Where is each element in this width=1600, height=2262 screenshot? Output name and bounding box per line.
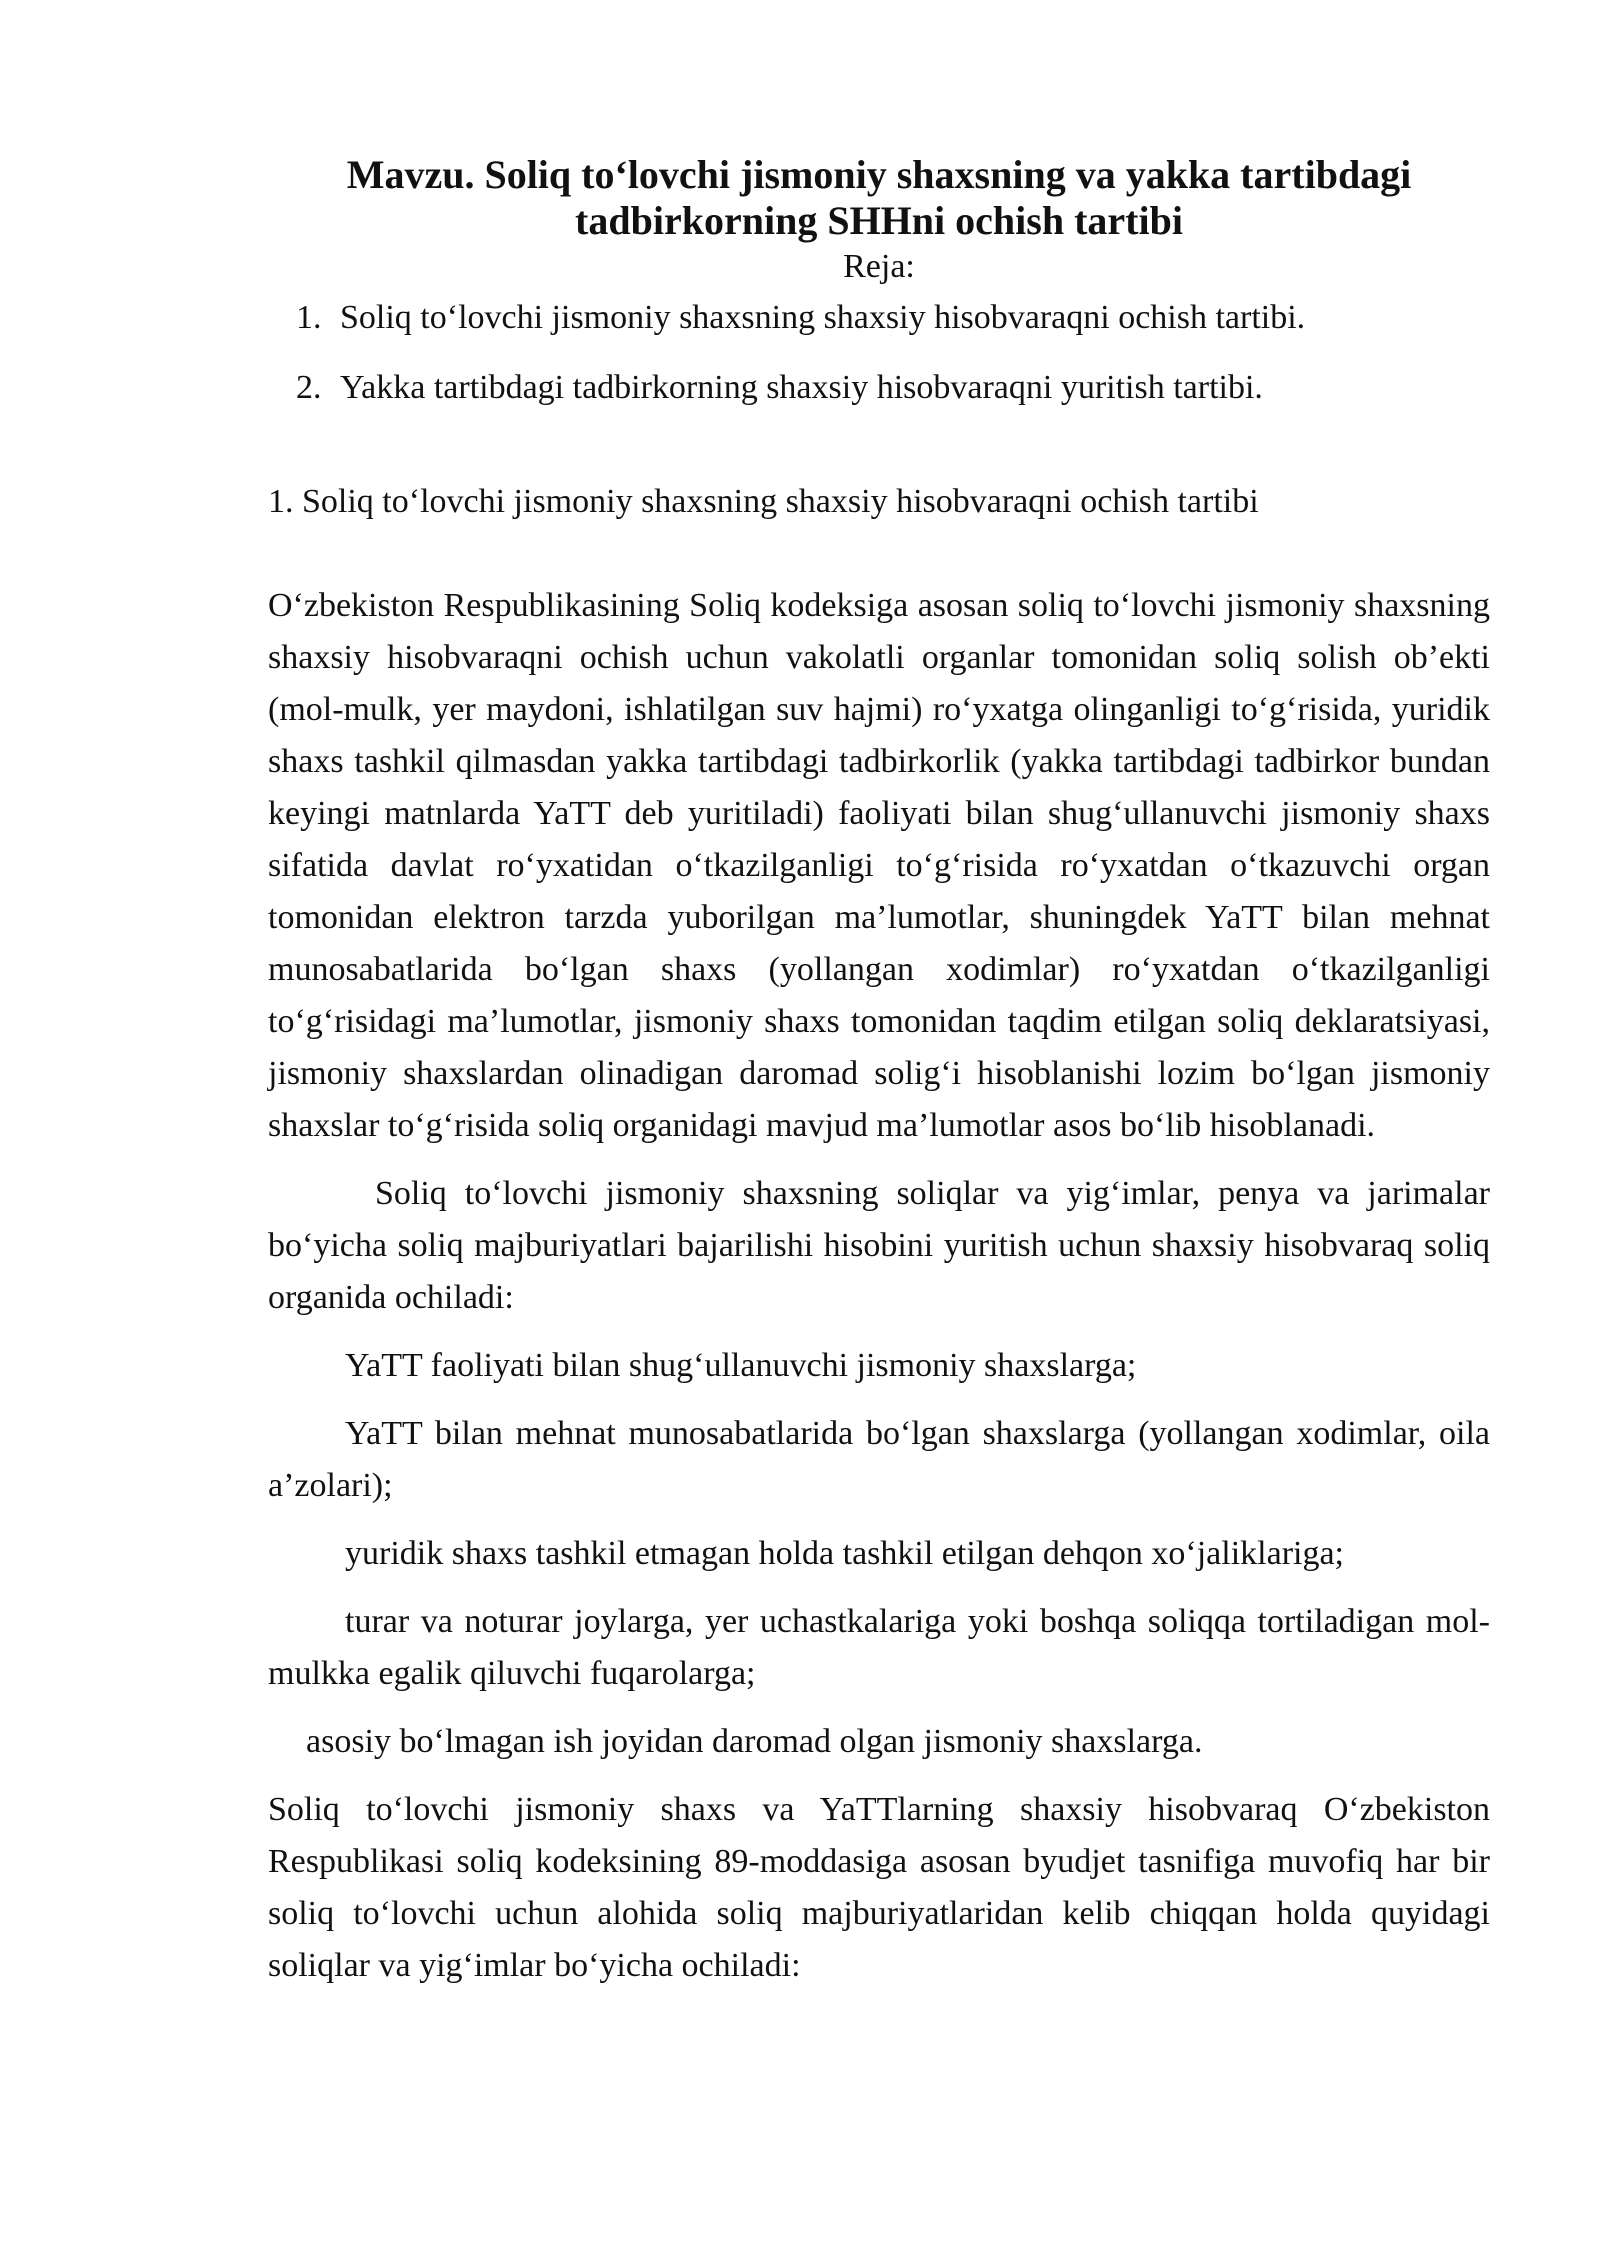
body-paragraph: Soliq to‘lovchi jismoniy shaxsning soliqlar va yig‘imlar, penya va jarimalar bo‘yicha soliq majburiyatlari bajarilishi hisobini yuritish uchun shaxsiy hisobvaraq soliq organida ochiladi: <box>268 1175 1490 1316</box>
list-item: turar va noturar joylarga, yer uchastkalariga yoki boshqa soliqqa tortiladigan mol-mulkka egalik qiluvchi fuqarolarga; <box>268 1603 1490 1692</box>
list-item: YaTT faoliyati bilan shug‘ullanuvchi jismoniy shaxslarga; <box>345 1347 1137 1384</box>
section-heading: 1. Soliq to‘lovchi jismoniy shaxsning shaxsiy hisobvaraqni ochish tartibi <box>268 483 1259 520</box>
list-item: yuridik shaxs tashkil etmagan holda tashkil etilgan dehqon xo‘jaliklariga; <box>345 1535 1344 1572</box>
list-item: YaTT bilan mehnat munosabatlarida bo‘lgan shaxslarga (yollangan xodimlar, oila a’zolari); <box>268 1415 1490 1504</box>
document-body <box>268 152 1490 1992</box>
plan-label: Reja: <box>843 248 915 285</box>
plan-list <box>268 292 1490 414</box>
body-paragraph: Soliq to‘lovchi jismoniy shaxs va YaTTlarning shaxsiy hisobvaraq O‘zbekiston Respublikasi soliq kodeksining 89-moddasiga asosan byudjet tasnifiga muvofiq har bir soliq to‘lovchi uchun alohida soliq majburiyatlaridan kelib chiqqan holda quyidagi soliqlar va yig‘imlar bo‘yicha ochiladi: <box>268 1791 1490 1984</box>
plan-item: 2. Yakka tartibdagi tadbirkorning shaxsiy hisobvaraqni yuritish tartibi. <box>330 362 1490 414</box>
plan-item: 1. Soliq to‘lovchi jismoniy shaxsning shaxsiy hisobvaraqni ochish tartibi. <box>330 292 1490 344</box>
document-title: Mavzu. Soliq to‘lovchi jismoniy shaxsning va yakka tartibdagi tadbirkorning SHHni ochish tartibi <box>346 152 1412 243</box>
list-item: asosiy bo‘lmagan ish joyidan daromad olgan jismoniy shaxslarga. <box>306 1723 1203 1760</box>
body-paragraph: O‘zbekiston Respublikasining Soliq kodeksiga asosan soliq to‘lovchi jismoniy shaxsning shaxsiy hisobvaraqni ochish uchun vakolatli organlar tomonidan soliq solish ob’ekti (mol-mulk, yer maydoni, ishlatilgan suv hajmi) ro‘yxatga olinganligi to‘g‘risida, yuridik shaxs tashkil qilmasdan yakka tartibdagi tadbirkorlik (yakka tartibdagi tadbirkor bundan keyingi matnlarda YaTT deb yuritiladi) faoliyati bilan shug‘ullanuvchi jismoniy shaxs sifatida davlat ro‘yxatidan o‘tkazilganligi to‘g‘risida ro‘yxatdan o‘tkazuvchi organ tomonidan elektron tarzda yuborilgan ma’lumotlar, shuningdek YaTT bilan mehnat munosabatlarida bo‘lgan shaxs (yollangan xodimlar) ro‘yxatdan o‘tkazilganligi to‘g‘risidagi ma’lumotlar, jismoniy shaxs tomonidan taqdim etilgan soliq deklaratsiyasi, jismoniy shaxslardan olinadigan daromad solig‘i hisoblanishi lozim bo‘lgan jismoniy shaxslar to‘g‘risida soliq organidagi mavjud ma’lumotlar asos bo‘lib hisoblanadi. <box>268 587 1490 1144</box>
